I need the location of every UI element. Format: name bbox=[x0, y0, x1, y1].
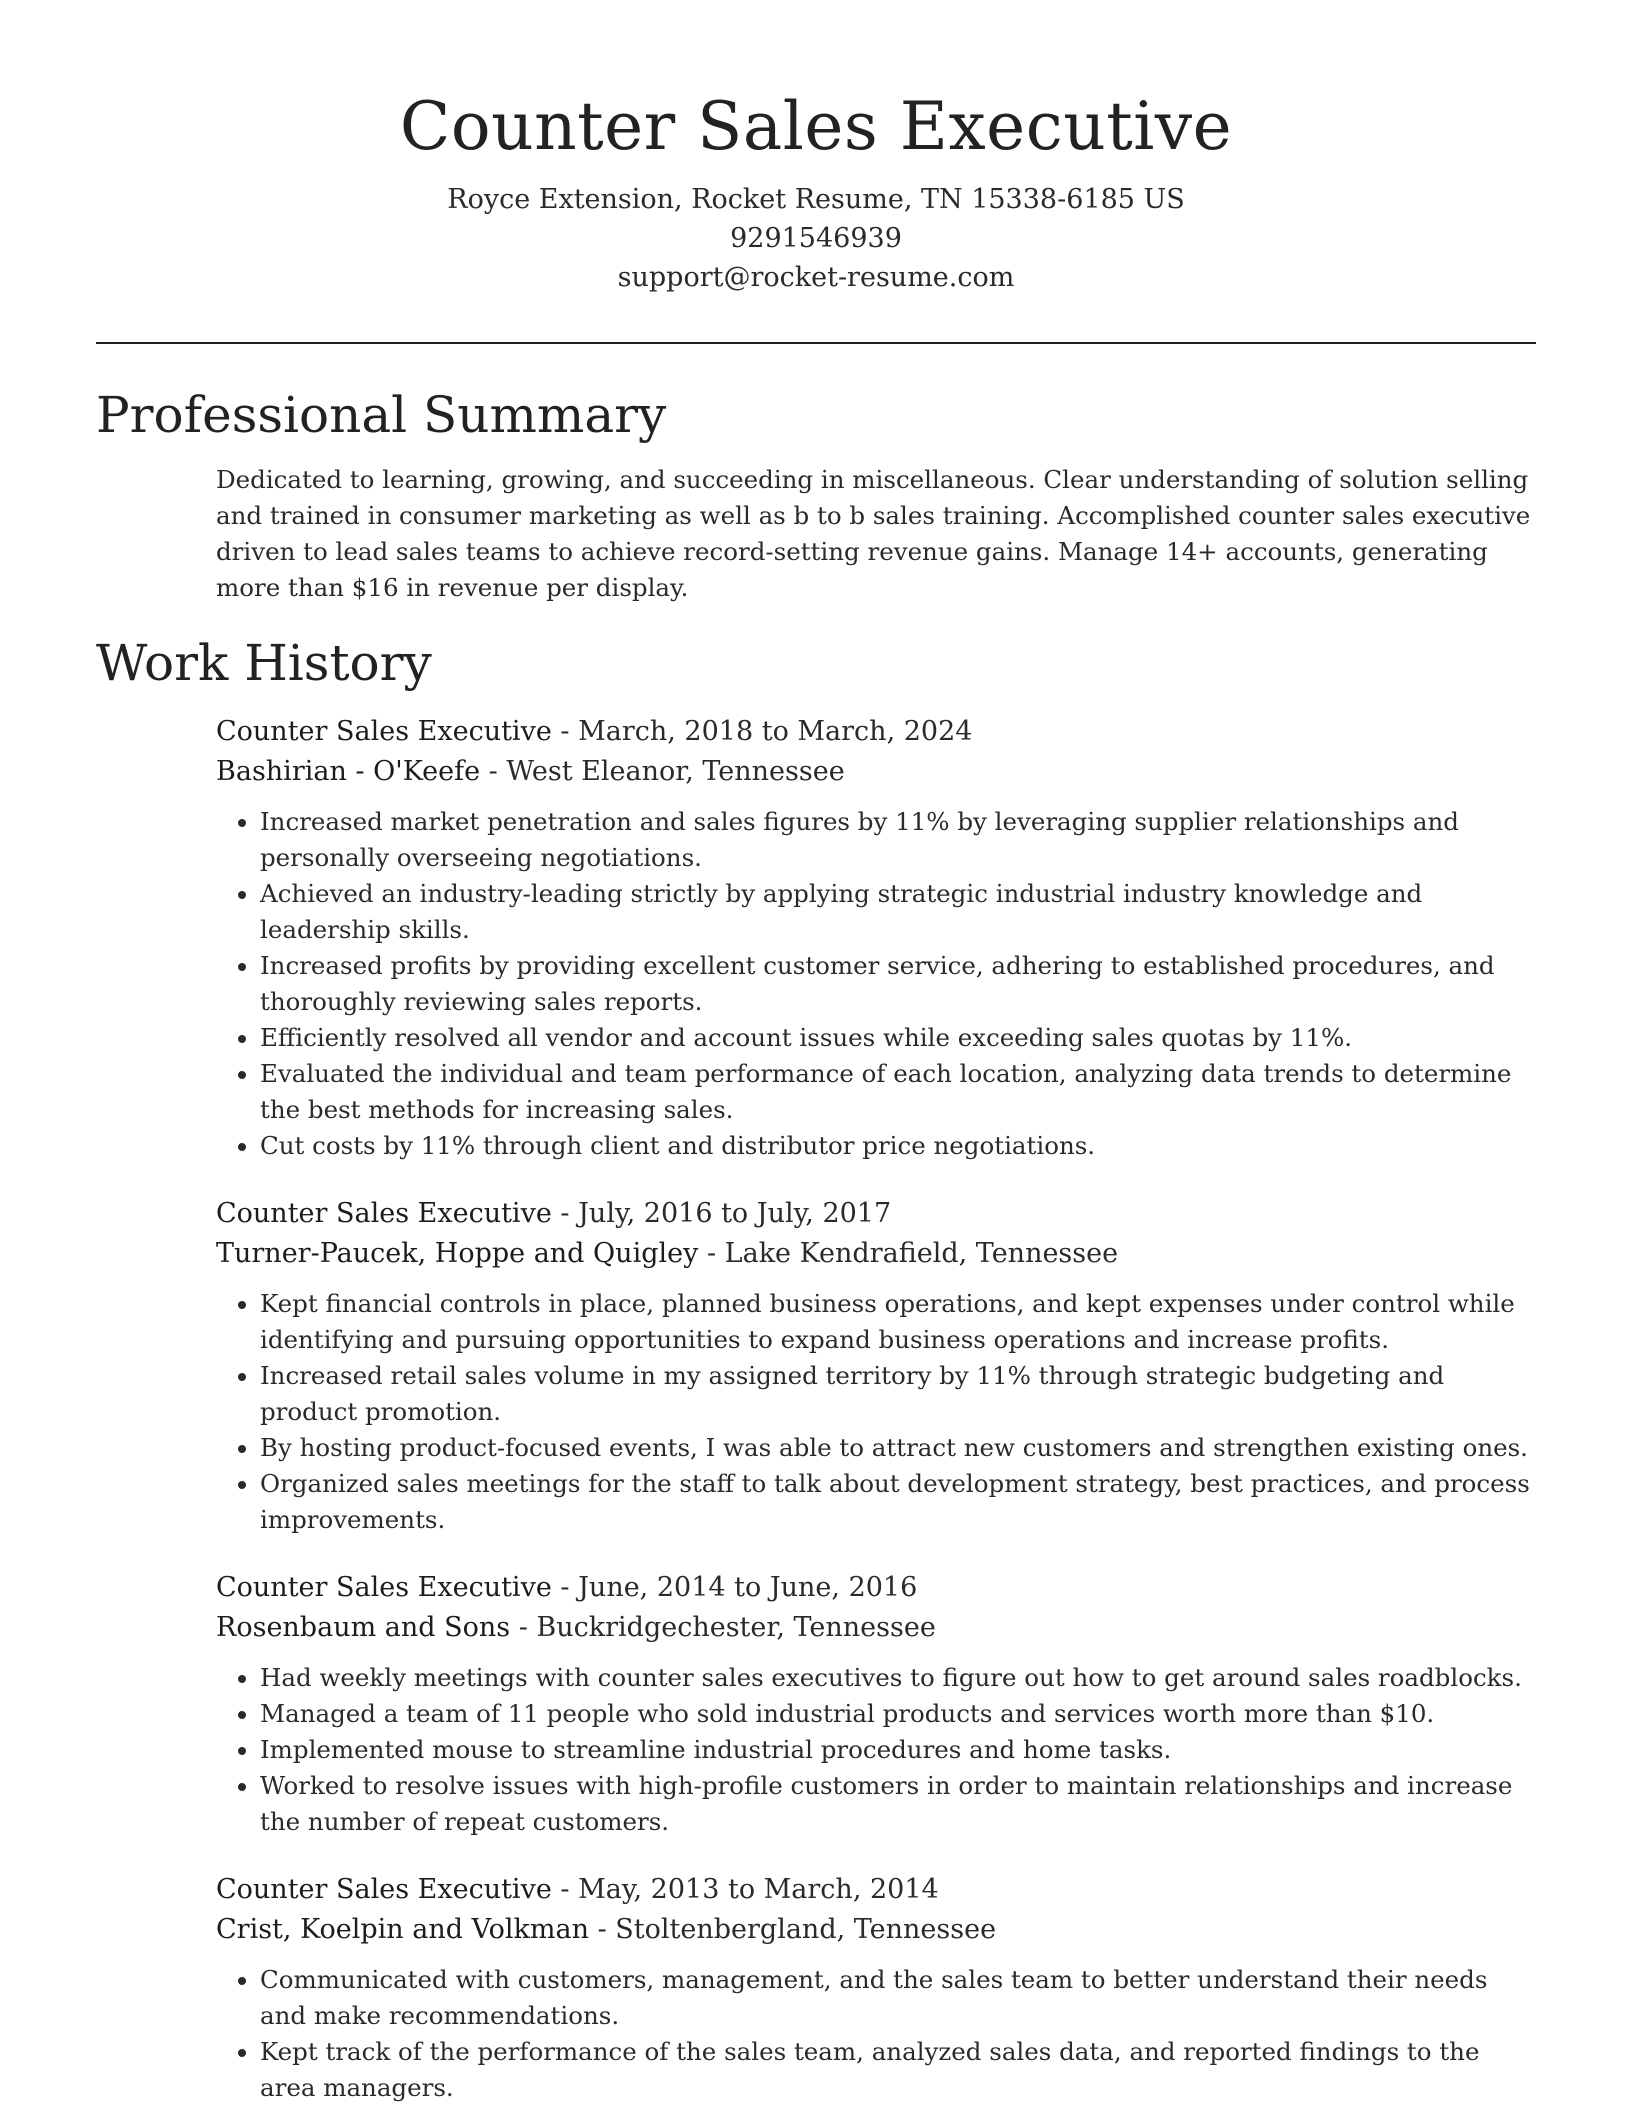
header-divider bbox=[96, 342, 1536, 344]
job-location: - West Eleanor, Tennessee bbox=[480, 756, 845, 787]
job-bullet: • Organized sales meetings for the staff to talk about development strategy, best practices, and process improvements. bbox=[260, 1466, 1536, 1538]
job-title-line bbox=[216, 1568, 1536, 1608]
resume-header bbox=[96, 82, 1536, 297]
job-dates: - March, 2018 to March, 2024 bbox=[551, 716, 973, 747]
work-history-heading: Work History bbox=[96, 634, 432, 692]
job-location: - Lake Kendrafield, Tennessee bbox=[698, 1238, 1119, 1269]
job-title-line bbox=[216, 1870, 1536, 1910]
job-company-line bbox=[216, 752, 1536, 792]
contact-phone: 9291546939 bbox=[730, 223, 902, 254]
job-bullets bbox=[216, 1962, 1536, 2106]
job-bullet: • Kept financial controls in place, planned business operations, and kept expenses under control while identifying and pursuing opportunities to expand business operations and increase profits. bbox=[260, 1286, 1536, 1358]
job-company: Crist, Koelpin and Volkman bbox=[216, 1914, 589, 1945]
job-bullet: • Worked to resolve issues with high-profile customers in order to maintain relationships and increase the number of repeat customers. bbox=[260, 1768, 1536, 1840]
job-title-line bbox=[216, 712, 1536, 752]
job-bullet: • Efficiently resolved all vendor and account issues while exceeding sales quotas by 11%. bbox=[260, 1020, 1536, 1056]
work-history-section bbox=[96, 628, 1536, 2106]
contact-block bbox=[96, 180, 1536, 297]
summary-section bbox=[96, 380, 1536, 606]
job-role: Counter Sales Executive bbox=[216, 1572, 552, 1603]
job-entry bbox=[216, 1194, 1536, 1538]
candidate-name: Counter Sales Executive bbox=[399, 88, 1233, 165]
job-bullets bbox=[216, 1660, 1536, 1840]
job-bullets bbox=[216, 1286, 1536, 1538]
job-dates: - July, 2016 to July, 2017 bbox=[551, 1198, 892, 1229]
summary-heading: Professional Summary bbox=[96, 386, 667, 444]
job-location: - Buckridgechester, Tennessee bbox=[510, 1612, 936, 1643]
job-bullets bbox=[216, 804, 1536, 1164]
job-company-line bbox=[216, 1234, 1536, 1274]
contact-email: support@rocket-resume.com bbox=[617, 262, 1015, 293]
job-bullet: • Had weekly meetings with counter sales executives to figure out how to get around sales roadblocks. bbox=[260, 1660, 1536, 1696]
job-dates: - May, 2013 to March, 2014 bbox=[551, 1874, 939, 1905]
job-bullet: • Communicated with customers, management, and the sales team to better understand their needs and make recommendations. bbox=[260, 1962, 1536, 2034]
job-company-line bbox=[216, 1608, 1536, 1648]
job-bullet: • Increased market penetration and sales figures by 11% by leveraging supplier relationships and personally overseeing negotiations. bbox=[260, 804, 1536, 876]
job-entry bbox=[216, 1870, 1536, 2106]
job-role: Counter Sales Executive bbox=[216, 1198, 552, 1229]
job-bullet: • Kept track of the performance of the sales team, analyzed sales data, and reported findings to the area managers. bbox=[260, 2034, 1536, 2106]
job-bullet: • Cut costs by 11% through client and distributor price negotiations. bbox=[260, 1128, 1536, 1164]
job-entry bbox=[216, 712, 1536, 1164]
job-bullet: • Implemented mouse to streamline industrial procedures and home tasks. bbox=[260, 1732, 1536, 1768]
job-entry bbox=[216, 1568, 1536, 1840]
job-title-line bbox=[216, 1194, 1536, 1234]
job-company-line bbox=[216, 1910, 1536, 1950]
job-bullet: • Evaluated the individual and team performance of each location, analyzing data trends to determine the best methods for increasing sales. bbox=[260, 1056, 1536, 1128]
job-bullet: • By hosting product-focused events, I was able to attract new customers and strengthen existing ones. bbox=[260, 1430, 1536, 1466]
job-location: - Stoltenbergland, Tennessee bbox=[589, 1914, 997, 1945]
job-company: Bashirian - O'Keefe bbox=[216, 756, 481, 787]
job-bullet: • Increased profits by providing excellent customer service, adhering to established procedures, and thoroughly reviewing sales reports. bbox=[260, 948, 1536, 1020]
summary-text: Dedicated to learning, growing, and succeeding in miscellaneous. Clear understanding of solution selling and trained in consumer marketing as well as b to b sales training. Accomplished counter sales executive driven to lead sales teams to achieve record-setting revenue gains. Manage 14+ accounts, generating more than $16 in revenue per display. bbox=[216, 465, 1531, 602]
job-dates: - June, 2014 to June, 2016 bbox=[551, 1572, 918, 1603]
contact-address: Royce Extension, Rocket Resume, TN 15338-6185 US bbox=[447, 184, 1185, 215]
job-bullet: • Increased retail sales volume in my assigned territory by 11% through strategic budgeting and product promotion. bbox=[260, 1358, 1536, 1430]
job-role: Counter Sales Executive bbox=[216, 1874, 552, 1905]
job-bullet: • Managed a team of 11 people who sold industrial products and services worth more than $10. bbox=[260, 1696, 1536, 1732]
resume-body bbox=[96, 380, 1536, 2106]
job-role: Counter Sales Executive bbox=[216, 716, 552, 747]
job-bullet: • Achieved an industry-leading strictly by applying strategic industrial industry knowledge and leadership skills. bbox=[260, 876, 1536, 948]
job-company: Rosenbaum and Sons bbox=[216, 1612, 511, 1643]
job-company: Turner-Paucek, Hoppe and Quigley bbox=[216, 1238, 699, 1269]
